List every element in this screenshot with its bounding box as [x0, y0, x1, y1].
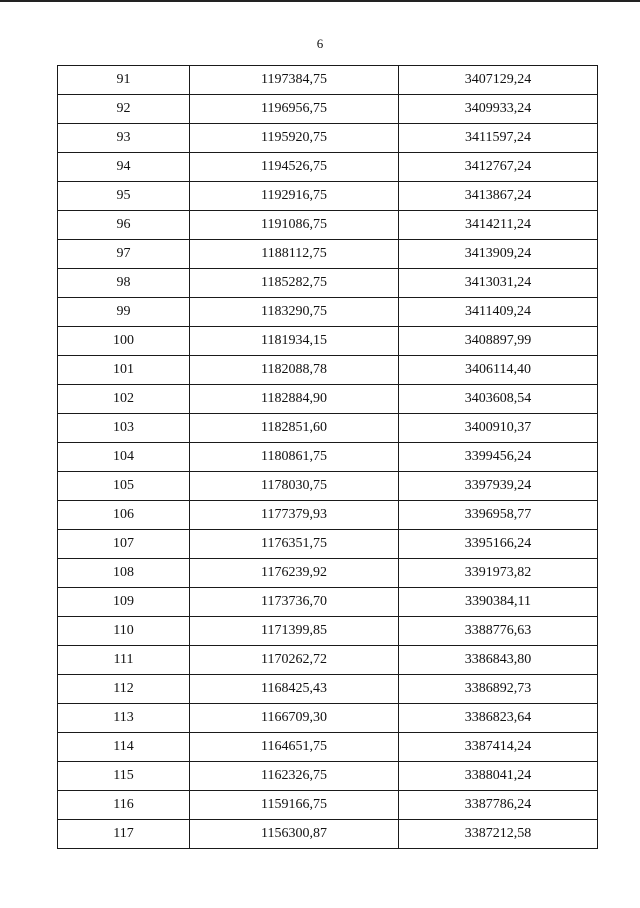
x-coordinate-cell: 1195920,75 — [190, 124, 399, 153]
y-coordinate-cell: 3388041,24 — [399, 762, 598, 791]
y-coordinate-cell: 3387414,24 — [399, 733, 598, 762]
point-number-cell: 111 — [58, 646, 190, 675]
y-coordinate-cell: 3412767,24 — [399, 153, 598, 182]
table-row — [58, 95, 598, 124]
y-coordinate-cell: 3406114,40 — [399, 356, 598, 385]
x-coordinate-cell: 1180861,75 — [190, 443, 399, 472]
table-row — [58, 269, 598, 298]
x-coordinate-cell: 1171399,85 — [190, 617, 399, 646]
x-coordinate-cell: 1182088,78 — [190, 356, 399, 385]
point-number-cell: 114 — [58, 733, 190, 762]
x-coordinate-cell: 1182851,60 — [190, 414, 399, 443]
y-coordinate-cell: 3386892,73 — [399, 675, 598, 704]
y-coordinate-cell: 3386823,64 — [399, 704, 598, 733]
x-coordinate-cell: 1192916,75 — [190, 182, 399, 211]
x-coordinate-cell: 1196956,75 — [190, 95, 399, 124]
table-row — [58, 124, 598, 153]
y-coordinate-cell: 3414211,24 — [399, 211, 598, 240]
table-row — [58, 791, 598, 820]
x-coordinate-cell: 1173736,70 — [190, 588, 399, 617]
x-coordinate-cell: 1181934,15 — [190, 327, 399, 356]
table-row — [58, 820, 598, 849]
point-number-cell: 98 — [58, 269, 190, 298]
point-number-cell: 99 — [58, 298, 190, 327]
point-number-cell: 105 — [58, 472, 190, 501]
table-row — [58, 733, 598, 762]
point-number-cell: 95 — [58, 182, 190, 211]
point-number-cell: 113 — [58, 704, 190, 733]
table-row — [58, 704, 598, 733]
y-coordinate-cell: 3390384,11 — [399, 588, 598, 617]
x-coordinate-cell: 1185282,75 — [190, 269, 399, 298]
y-coordinate-cell: 3387212,58 — [399, 820, 598, 849]
page-top-edge — [0, 0, 640, 2]
point-number-cell: 94 — [58, 153, 190, 182]
x-coordinate-cell: 1166709,30 — [190, 704, 399, 733]
table-row — [58, 501, 598, 530]
point-number-cell: 107 — [58, 530, 190, 559]
y-coordinate-cell: 3413031,24 — [399, 269, 598, 298]
x-coordinate-cell: 1197384,75 — [190, 66, 399, 95]
x-coordinate-cell: 1176351,75 — [190, 530, 399, 559]
table-row — [58, 182, 598, 211]
point-number-cell: 117 — [58, 820, 190, 849]
table-row — [58, 327, 598, 356]
table-row — [58, 385, 598, 414]
point-number-cell: 91 — [58, 66, 190, 95]
table-row — [58, 617, 598, 646]
x-coordinate-cell: 1188112,75 — [190, 240, 399, 269]
point-number-cell: 100 — [58, 327, 190, 356]
x-coordinate-cell: 1164651,75 — [190, 733, 399, 762]
y-coordinate-cell: 3386843,80 — [399, 646, 598, 675]
y-coordinate-cell: 3409933,24 — [399, 95, 598, 124]
y-coordinate-cell: 3397939,24 — [399, 472, 598, 501]
point-number-cell: 96 — [58, 211, 190, 240]
x-coordinate-cell: 1194526,75 — [190, 153, 399, 182]
x-coordinate-cell: 1177379,93 — [190, 501, 399, 530]
point-number-cell: 92 — [58, 95, 190, 124]
point-number-cell: 101 — [58, 356, 190, 385]
y-coordinate-cell: 3403608,54 — [399, 385, 598, 414]
table-row — [58, 675, 598, 704]
x-coordinate-cell: 1178030,75 — [190, 472, 399, 501]
point-number-cell: 93 — [58, 124, 190, 153]
table-row — [58, 356, 598, 385]
table-row — [58, 211, 598, 240]
point-number-cell: 108 — [58, 559, 190, 588]
x-coordinate-cell: 1162326,75 — [190, 762, 399, 791]
y-coordinate-cell: 3399456,24 — [399, 443, 598, 472]
x-coordinate-cell: 1182884,90 — [190, 385, 399, 414]
table-row — [58, 588, 598, 617]
coordinates-table — [57, 65, 598, 849]
y-coordinate-cell: 3413867,24 — [399, 182, 598, 211]
table-row — [58, 472, 598, 501]
table-row — [58, 530, 598, 559]
x-coordinate-cell: 1168425,43 — [190, 675, 399, 704]
table-row — [58, 66, 598, 95]
point-number-cell: 104 — [58, 443, 190, 472]
y-coordinate-cell: 3407129,24 — [399, 66, 598, 95]
point-number-cell: 110 — [58, 617, 190, 646]
y-coordinate-cell: 3411409,24 — [399, 298, 598, 327]
table-row — [58, 559, 598, 588]
table-row — [58, 762, 598, 791]
point-number-cell: 106 — [58, 501, 190, 530]
table-row — [58, 153, 598, 182]
point-number-cell: 102 — [58, 385, 190, 414]
y-coordinate-cell: 3413909,24 — [399, 240, 598, 269]
point-number-cell: 109 — [58, 588, 190, 617]
x-coordinate-cell: 1183290,75 — [190, 298, 399, 327]
table-row — [58, 240, 598, 269]
y-coordinate-cell: 3396958,77 — [399, 501, 598, 530]
table-row — [58, 443, 598, 472]
coordinates-table-body — [58, 66, 598, 849]
x-coordinate-cell: 1170262,72 — [190, 646, 399, 675]
y-coordinate-cell: 3387786,24 — [399, 791, 598, 820]
x-coordinate-cell: 1159166,75 — [190, 791, 399, 820]
point-number-cell: 112 — [58, 675, 190, 704]
x-coordinate-cell: 1156300,87 — [190, 820, 399, 849]
y-coordinate-cell: 3391973,82 — [399, 559, 598, 588]
y-coordinate-cell: 3408897,99 — [399, 327, 598, 356]
point-number-cell: 116 — [58, 791, 190, 820]
point-number-cell: 115 — [58, 762, 190, 791]
page-number: 6 — [316, 36, 324, 51]
table-row — [58, 414, 598, 443]
point-number-cell: 103 — [58, 414, 190, 443]
y-coordinate-cell: 3400910,37 — [399, 414, 598, 443]
x-coordinate-cell: 1191086,75 — [190, 211, 399, 240]
y-coordinate-cell: 3395166,24 — [399, 530, 598, 559]
y-coordinate-cell: 3411597,24 — [399, 124, 598, 153]
y-coordinate-cell: 3388776,63 — [399, 617, 598, 646]
point-number-cell: 97 — [58, 240, 190, 269]
table-row — [58, 646, 598, 675]
table-row — [58, 298, 598, 327]
x-coordinate-cell: 1176239,92 — [190, 559, 399, 588]
